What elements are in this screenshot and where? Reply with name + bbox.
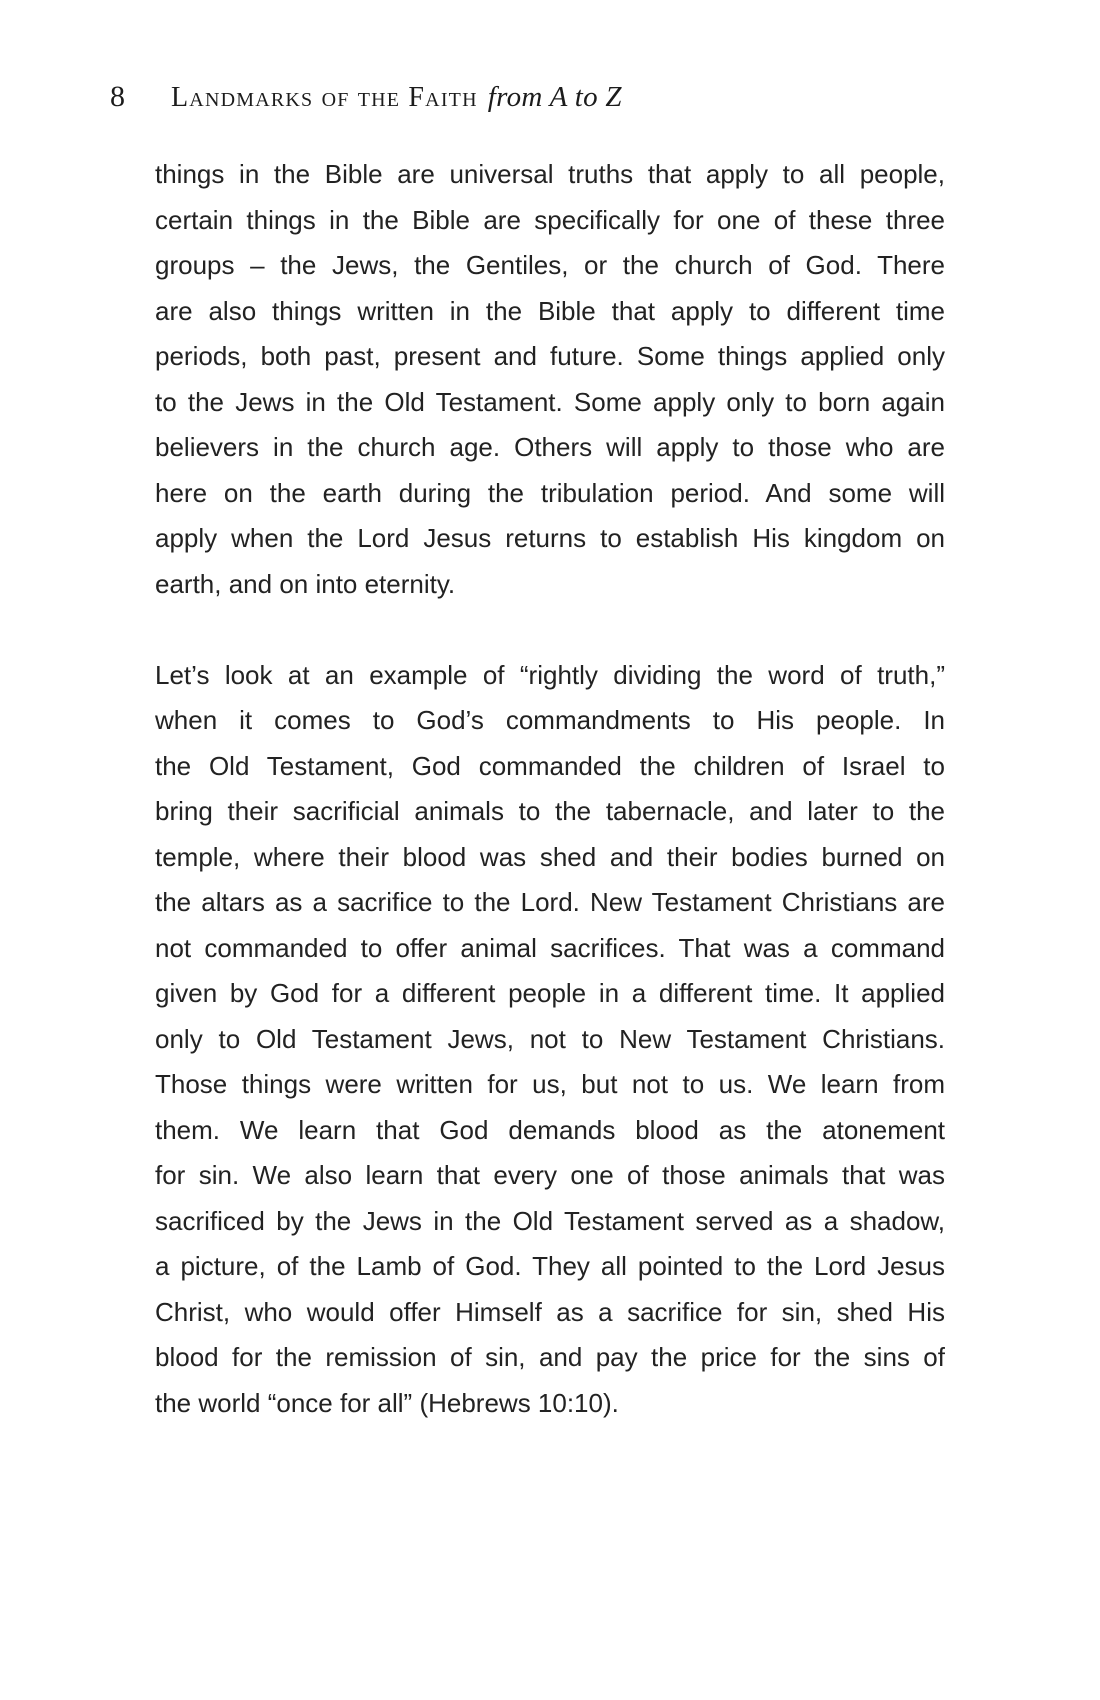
text-line: blood for the remission of sin, and pay the price for the sins of — [155, 1342, 945, 1372]
running-header — [110, 80, 950, 115]
text-line: earth, and on into eternity. — [155, 568, 456, 599]
paragraph-2 — [155, 653, 945, 1427]
text-line: for sin. We also learn that every one of those animals that was — [155, 1160, 945, 1190]
text-line: temple, where their blood was shed and their bodies burned on — [155, 841, 945, 872]
text-line: not commanded to offer animal sacrifices. That was a command — [155, 932, 945, 963]
text-line: a picture, of the Lamb of God. They all pointed to the Lord Jesus — [155, 1251, 945, 1281]
text-line: Let’s look at an example of “rightly dividing the word of truth,” — [155, 659, 945, 690]
running-head-title: Landmarks of the Faith — [171, 82, 478, 113]
text-line: things in the Bible are universal truths that apply to all people, — [155, 159, 945, 189]
text-line: the altars as a sacrifice to the Lord. New Testament Christians are — [155, 887, 945, 917]
text-line: bring their sacrificial animals to the tabernacle, and later to the — [155, 796, 945, 826]
text-line: the Old Testament, God commanded the children of Israel to — [155, 750, 945, 781]
text-line: are also things written in the Bible that apply to different time — [155, 295, 945, 326]
text-line: Christ, who would offer Himself as a sacrifice for sin, shed His — [155, 1296, 945, 1327]
text-line: here on the earth during the tribulation period. And some will — [155, 477, 945, 508]
page-number: 8 — [110, 80, 125, 113]
text-line: when it comes to God’s commandments to His people. In — [155, 705, 945, 735]
text-line: only to Old Testament Jews, not to New Testament Christians. — [155, 1023, 945, 1054]
text-line: them. We learn that God demands blood as the atonement — [155, 1114, 945, 1145]
text-line: sacrificed by the Jews in the Old Testament served as a shadow, — [155, 1205, 945, 1236]
paragraph-1 — [155, 152, 945, 607]
body-text-column — [155, 152, 945, 1426]
text-line: groups – the Jews, the Gentiles, or the church of God. There — [155, 250, 945, 280]
text-line: given by God for a different people in a different time. It applied — [155, 978, 945, 1008]
running-head-subtitle: from A to Z — [487, 81, 622, 113]
text-line: Those things were written for us, but not to us. We learn from — [155, 1069, 945, 1099]
text-line: the world “once for all” (Hebrews 10:10). — [155, 1387, 619, 1418]
text-line: periods, both past, present and future. Some things applied only — [155, 341, 945, 371]
text-line: apply when the Lord Jesus returns to establish His kingdom on — [155, 523, 945, 553]
text-line: certain things in the Bible are specifically for one of these three — [155, 204, 945, 235]
text-line: believers in the church age. Others will apply to those who are — [155, 432, 945, 462]
text-line: to the Jews in the Old Testament. Some apply only to born again — [155, 386, 945, 417]
